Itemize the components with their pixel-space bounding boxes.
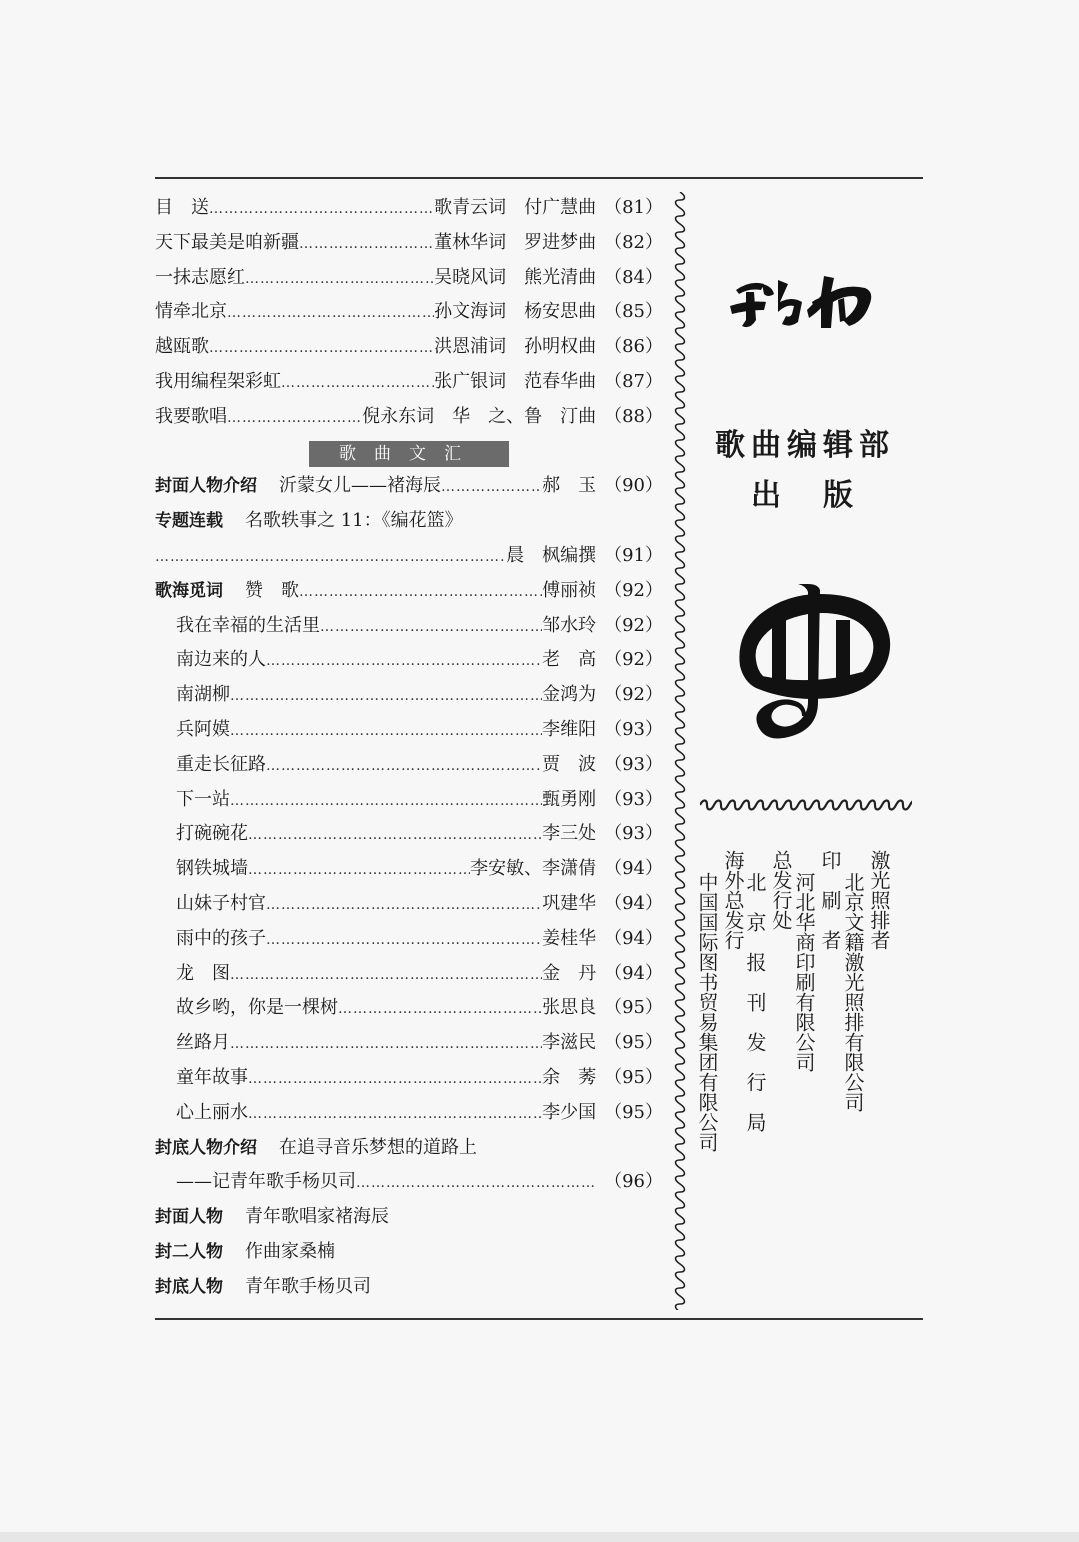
toc-entry[interactable]: [155, 819, 663, 854]
entry-title: 青年歌唱家褚海辰: [245, 1206, 389, 1228]
horizontal-wavy-divider: [700, 798, 912, 812]
entry-author: 金鸿为: [542, 684, 597, 706]
entry-author: 洪恩浦词 孙明权曲: [434, 336, 597, 358]
entry-author: 李安敏、李潇倩: [470, 858, 597, 880]
credit-value: 北 京 报 刊 发 行 局: [743, 872, 767, 1132]
toc-entry[interactable]: [155, 541, 663, 576]
entry-title: 南湖柳: [176, 684, 230, 706]
entry-author: 邹水玲: [542, 614, 597, 636]
leader-dots: [266, 932, 542, 948]
entry-title: 沂蒙女儿——褚海辰: [279, 475, 441, 497]
section-header: 歌曲文汇: [309, 441, 509, 467]
entry-title: 童年故事: [176, 1066, 248, 1088]
entry-title: 青年歌手杨贝司: [245, 1275, 371, 1297]
entry-author: 姜桂华: [542, 927, 597, 949]
entry-page: （81）: [604, 197, 663, 218]
leader-dots: [320, 619, 542, 635]
entry-title: 心上丽水: [176, 1101, 248, 1123]
entry-page: （87）: [604, 370, 663, 392]
toc-entry[interactable]: [155, 402, 663, 437]
leader-dots: [227, 410, 362, 426]
entry-page: （95）: [604, 1032, 663, 1054]
entry-category: 封底人物介绍: [155, 1137, 257, 1158]
entry-page: （92）: [604, 579, 663, 601]
section-header-row: [155, 437, 663, 472]
leader-dots: [230, 1036, 542, 1052]
entry-title: 越瓯歌: [155, 336, 209, 358]
entry-author: 李少国: [542, 1101, 597, 1123]
credit-value: 河北华商印刷有限公司: [792, 872, 816, 1072]
entry-page: （94）: [604, 962, 663, 984]
entry-title: 在追寻音乐梦想的道路上: [279, 1136, 477, 1158]
vertical-wavy-divider: [672, 192, 688, 1310]
toc-entry[interactable]: [155, 1272, 663, 1307]
entry-author: 董林华词 罗进梦曲: [434, 231, 597, 253]
entry-page: （88）: [604, 405, 663, 427]
toc-entry[interactable]: [155, 924, 663, 959]
toc-entry[interactable]: [155, 1202, 663, 1237]
entry-author: 歌青云词 付广慧曲: [434, 197, 597, 218]
entry-author: 金 丹: [542, 962, 597, 984]
entry-title: 故乡哟，你是一棵树: [176, 997, 338, 1019]
entry-author: 吴晓风词 熊光清曲: [434, 266, 597, 288]
entry-title: 龙 图: [176, 962, 230, 984]
entry-category: 封底人物: [155, 1276, 223, 1297]
entry-page: （94）: [604, 892, 663, 914]
music-note-emblem-icon: [732, 580, 892, 742]
entry-title: 我要歌唱: [155, 405, 227, 427]
entry-author: 张广银词 范春华曲: [434, 370, 597, 392]
entry-title: 名歌轶事之 11：《编花篮》: [245, 510, 463, 532]
entry-author: 郝 玉: [542, 475, 597, 497]
bottom-rule: [155, 1318, 923, 1320]
toc-entry[interactable]: [155, 576, 663, 611]
entry-category: 专题连载: [155, 511, 223, 532]
leader-dots: [248, 862, 470, 878]
entry-title: 钢铁城墙: [176, 858, 248, 880]
credit-typesetter: [841, 850, 892, 1112]
toc-entry[interactable]: [155, 1133, 663, 1168]
toc-entry[interactable]: [155, 471, 663, 506]
toc-entry[interactable]: [155, 645, 663, 680]
leader-dots: [441, 479, 542, 495]
toc-entry[interactable]: [155, 1167, 663, 1202]
toc-entry[interactable]: [155, 993, 663, 1028]
entry-title: 打碗碗花: [176, 823, 248, 845]
entry-title: 作曲家桑楠: [245, 1240, 335, 1262]
toc-entry[interactable]: [155, 1237, 663, 1272]
leader-dots: [155, 549, 506, 565]
entry-title: 赞 歌: [245, 579, 299, 601]
leader-dots: [209, 201, 434, 217]
entry-author: 老 高: [542, 649, 597, 671]
entry-author: 晨 枫编撰: [506, 544, 597, 566]
leader-dots: [230, 793, 542, 809]
toc-entry[interactable]: [155, 889, 663, 924]
credit-overseas-distributor: [695, 850, 746, 1152]
table-of-contents: [155, 193, 663, 1307]
entry-author: 李滋民: [542, 1032, 597, 1054]
entry-author: 张思良: [542, 997, 597, 1019]
leader-dots: [266, 758, 542, 774]
entry-title: 我用编程架彩虹: [155, 370, 281, 392]
top-rule: [155, 177, 923, 179]
credit-printer: [792, 850, 843, 1072]
entry-title: 南边来的人: [176, 649, 266, 671]
entry-title: 山妹子村官: [176, 892, 266, 914]
entry-author: 李三处: [542, 823, 597, 845]
credit-value: 北京文籍激光照排有限公司: [841, 872, 865, 1112]
entry-title: 情牵北京: [155, 301, 227, 323]
entry-title: 目 送: [155, 197, 209, 218]
entry-page: （93）: [604, 788, 663, 810]
toc-entry[interactable]: [155, 1063, 663, 1098]
toc-entry[interactable]: [155, 1028, 663, 1063]
entry-author: 傅丽祯: [542, 579, 597, 601]
entry-category: 歌海觅词: [155, 580, 223, 601]
entry-author: 巩建华: [542, 892, 597, 914]
toc-entry[interactable]: [155, 750, 663, 785]
leader-dots: [338, 1001, 542, 1017]
leader-dots: [227, 305, 434, 321]
toc-entry[interactable]: [155, 1098, 663, 1133]
entry-page: （92）: [604, 614, 663, 636]
publisher-action: 出 版: [751, 478, 859, 513]
credit-label: 海外总发行: [721, 850, 745, 950]
leader-dots: [230, 723, 542, 739]
leader-dots: [245, 271, 434, 287]
toc-entry[interactable]: [155, 715, 663, 750]
toc-entry[interactable]: [155, 367, 663, 402]
entry-page: （92）: [604, 684, 663, 706]
leader-dots: [230, 967, 542, 983]
entry-title: 兵阿嫫: [176, 718, 230, 740]
entry-category: 封面人物: [155, 1207, 223, 1228]
toc-entry[interactable]: [155, 263, 663, 298]
entry-page: （93）: [604, 718, 663, 740]
magazine-logo: [722, 262, 902, 338]
leader-dots: [299, 584, 542, 600]
entry-title: 丝路月: [176, 1032, 230, 1054]
entry-author: 甄勇刚: [542, 788, 597, 810]
entry-page: （86）: [604, 336, 663, 358]
leader-dots: [281, 375, 434, 391]
credit-label: 总发行处: [769, 850, 793, 930]
credit-value: 中国国际图书贸易集团有限公司: [695, 872, 719, 1152]
leader-dots: [248, 1106, 542, 1122]
entry-author: 孙文海词 杨安思曲: [434, 301, 597, 323]
entry-page: （90）: [604, 475, 663, 497]
entry-page: （82）: [604, 231, 663, 253]
toc-entry[interactable]: [155, 611, 663, 646]
entry-page: （95）: [604, 1101, 663, 1123]
entry-title: 我在幸福的生活里: [176, 614, 320, 636]
entry-author: 倪永东词 华 之、鲁 汀曲: [362, 405, 597, 427]
toc-entry[interactable]: [155, 332, 663, 367]
entry-title: 重走长征路: [176, 753, 266, 775]
credit-distributor: [743, 850, 794, 1132]
entry-page: （93）: [604, 753, 663, 775]
entry-category: 封面人物介绍: [155, 476, 257, 497]
entry-title: 一抹志愿红: [155, 266, 245, 288]
entry-page: （94）: [604, 927, 663, 949]
leader-dots: [209, 340, 434, 356]
entry-page: （84）: [604, 266, 663, 288]
leader-dots: [266, 897, 542, 913]
entry-title: 雨中的孩子: [176, 927, 266, 949]
entry-page: （94）: [604, 858, 663, 880]
entry-page: （91）: [604, 544, 663, 566]
leader-dots: [248, 827, 542, 843]
leader-dots: [266, 653, 542, 669]
toc-entry[interactable]: [155, 506, 663, 541]
toc-entry[interactable]: [155, 785, 663, 820]
entry-page: （95）: [604, 997, 663, 1019]
entry-category: 封二人物: [155, 1241, 223, 1262]
credit-label: 激光照排者: [867, 850, 891, 950]
entry-title: ——记青年歌手杨贝司: [176, 1171, 356, 1193]
toc-entry[interactable]: [155, 680, 663, 715]
toc-entry[interactable]: [155, 193, 663, 228]
toc-entry[interactable]: [155, 854, 663, 889]
toc-entry[interactable]: [155, 959, 663, 994]
entry-page: （92）: [604, 649, 663, 671]
page-bottom-bar: [0, 1532, 1079, 1542]
entry-page: （96）: [604, 1171, 663, 1193]
entry-author: 贾 波: [542, 753, 597, 775]
toc-entry[interactable]: [155, 297, 663, 332]
entry-author: 李维阳: [542, 718, 597, 740]
leader-dots: [299, 236, 434, 252]
entry-page: （93）: [604, 823, 663, 845]
toc-entry[interactable]: [155, 228, 663, 263]
publisher-name: 歌曲编辑部: [715, 428, 895, 463]
entry-page: （85）: [604, 301, 663, 323]
leader-dots: [230, 688, 542, 704]
entry-author: 余 莠: [542, 1066, 597, 1088]
leader-dots: [248, 1071, 542, 1087]
credit-label: 印 刷 者: [818, 850, 842, 950]
entry-title: 天下最美是咱新疆: [155, 231, 299, 253]
leader-dots: [356, 1175, 596, 1191]
entry-title: 下一站: [176, 788, 230, 810]
entry-page: （95）: [604, 1066, 663, 1088]
